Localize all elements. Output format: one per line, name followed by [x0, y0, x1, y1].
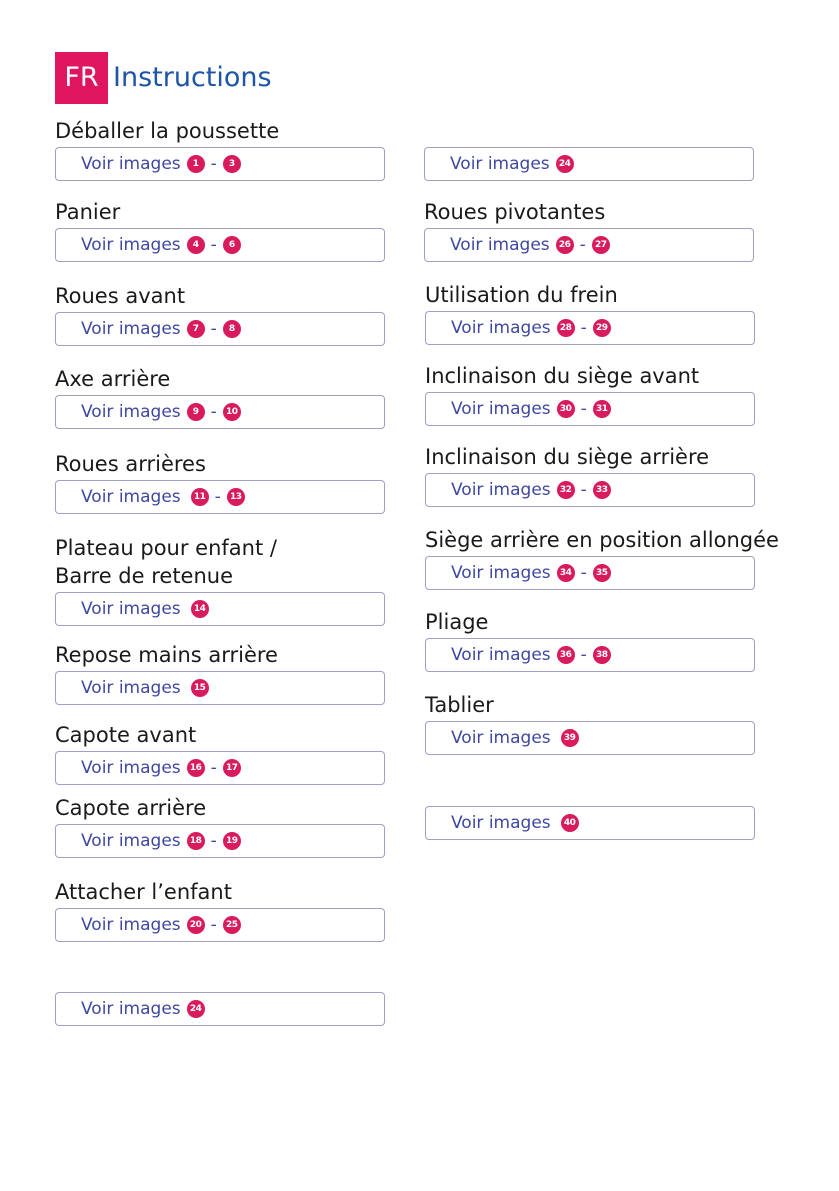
ref-label: Voir images: [81, 487, 181, 507]
see-images-link[interactable]: [55, 908, 385, 942]
ref-label: Voir images: [81, 678, 181, 698]
range-dash: -: [210, 235, 217, 255]
range-dash: -: [210, 915, 217, 935]
ref-label: Voir images: [451, 399, 551, 419]
section-title: Pliage: [425, 610, 489, 634]
see-images-link[interactable]: [55, 312, 385, 346]
range-dash: -: [580, 563, 587, 583]
language-badge: FR: [55, 52, 108, 104]
see-images-link[interactable]: [55, 671, 385, 705]
ref-label: Voir images: [81, 235, 181, 255]
see-images-link[interactable]: [55, 992, 385, 1026]
image-number-badge: 3: [223, 155, 241, 173]
ref-label: Voir images: [81, 999, 181, 1019]
image-number-badge: 8: [223, 320, 241, 338]
see-images-link[interactable]: [425, 721, 755, 755]
range-dash: -: [210, 831, 217, 851]
image-number-badge: 10: [223, 403, 241, 421]
image-number-badge: 38: [593, 646, 611, 664]
see-images-link[interactable]: [425, 311, 755, 345]
image-number-badge: 31: [593, 400, 611, 418]
see-images-link[interactable]: [425, 638, 755, 672]
ref-label: Voir images: [451, 813, 551, 833]
image-number-badge: 34: [557, 564, 575, 582]
see-images-link[interactable]: [55, 824, 385, 858]
section-title: Inclinaison du siège avant: [425, 364, 700, 388]
section-title: Capote avant: [55, 723, 197, 747]
section-title: Barre de retenue: [55, 564, 234, 588]
image-number-badge: 14: [191, 600, 209, 618]
section-title: Déballer la poussette: [55, 119, 280, 143]
image-number-badge: 16: [187, 759, 205, 777]
image-number-badge: 4: [187, 236, 205, 254]
image-number-badge: 40: [561, 814, 579, 832]
see-images-link[interactable]: [424, 147, 754, 181]
ref-label: Voir images: [450, 154, 550, 174]
ref-label: Voir images: [451, 318, 551, 338]
see-images-link[interactable]: [425, 556, 755, 590]
range-dash: -: [210, 154, 217, 174]
ref-label: Voir images: [81, 402, 181, 422]
section-title: Roues pivotantes: [424, 200, 606, 224]
range-dash: -: [579, 235, 586, 255]
image-number-badge: 32: [557, 481, 575, 499]
image-number-badge: 6: [223, 236, 241, 254]
range-dash: -: [580, 645, 587, 665]
section-title: Plateau pour enfant /: [55, 536, 277, 560]
section-title: Roues arrières: [55, 452, 206, 476]
section-title: Siège arrière en position allongée: [425, 528, 779, 552]
image-number-badge: 25: [223, 916, 241, 934]
see-images-link[interactable]: [55, 228, 385, 262]
image-number-badge: 20: [187, 916, 205, 934]
ref-label: Voir images: [81, 319, 181, 339]
image-number-badge: 11: [191, 488, 209, 506]
image-number-badge: 27: [592, 236, 610, 254]
section-title: Attacher l’enfant: [55, 880, 232, 904]
ref-label: Voir images: [451, 480, 551, 500]
ref-label: Voir images: [81, 758, 181, 778]
see-images-link[interactable]: [55, 592, 385, 626]
range-dash: -: [580, 480, 587, 500]
ref-label: Voir images: [451, 728, 551, 748]
section-title: Roues avant: [55, 284, 186, 308]
range-dash: -: [210, 319, 217, 339]
image-number-badge: 24: [556, 155, 574, 173]
range-dash: -: [580, 318, 587, 338]
image-number-badge: 9: [187, 403, 205, 421]
see-images-link[interactable]: [55, 395, 385, 429]
ref-label: Voir images: [451, 563, 551, 583]
see-images-link[interactable]: [55, 751, 385, 785]
see-images-link[interactable]: [425, 806, 755, 840]
image-number-badge: 26: [556, 236, 574, 254]
image-number-badge: 18: [187, 832, 205, 850]
ref-label: Voir images: [81, 831, 181, 851]
see-images-link[interactable]: [425, 473, 755, 507]
range-dash: -: [214, 487, 221, 507]
image-number-badge: 13: [227, 488, 245, 506]
range-dash: -: [580, 399, 587, 419]
image-number-badge: 36: [557, 646, 575, 664]
image-number-badge: 1: [187, 155, 205, 173]
section-title: Panier: [55, 200, 121, 224]
section-title: Axe arrière: [55, 367, 171, 391]
ref-label: Voir images: [81, 599, 181, 619]
range-dash: -: [210, 758, 217, 778]
image-number-badge: 19: [223, 832, 241, 850]
section-title: Tablier: [425, 693, 494, 717]
image-number-badge: 7: [187, 320, 205, 338]
ref-label: Voir images: [450, 235, 550, 255]
image-number-badge: 30: [557, 400, 575, 418]
section-title: Repose mains arrière: [55, 643, 278, 667]
ref-label: Voir images: [81, 915, 181, 935]
image-number-badge: 17: [223, 759, 241, 777]
section-title: Inclinaison du siège arrière: [425, 445, 710, 469]
ref-label: Voir images: [451, 645, 551, 665]
image-number-badge: 39: [561, 729, 579, 747]
section-title: Utilisation du frein: [425, 283, 618, 307]
image-number-badge: 24: [187, 1000, 205, 1018]
image-number-badge: 28: [557, 319, 575, 337]
ref-label: Voir images: [81, 154, 181, 174]
see-images-link[interactable]: [55, 147, 385, 181]
see-images-link[interactable]: [424, 228, 754, 262]
section-title: Capote arrière: [55, 796, 207, 820]
see-images-link[interactable]: [55, 480, 385, 514]
image-number-badge: 33: [593, 481, 611, 499]
image-number-badge: 29: [593, 319, 611, 337]
image-number-badge: 15: [191, 679, 209, 697]
image-number-badge: 35: [593, 564, 611, 582]
range-dash: -: [210, 402, 217, 422]
page-title: Instructions: [113, 62, 272, 93]
see-images-link[interactable]: [425, 392, 755, 426]
